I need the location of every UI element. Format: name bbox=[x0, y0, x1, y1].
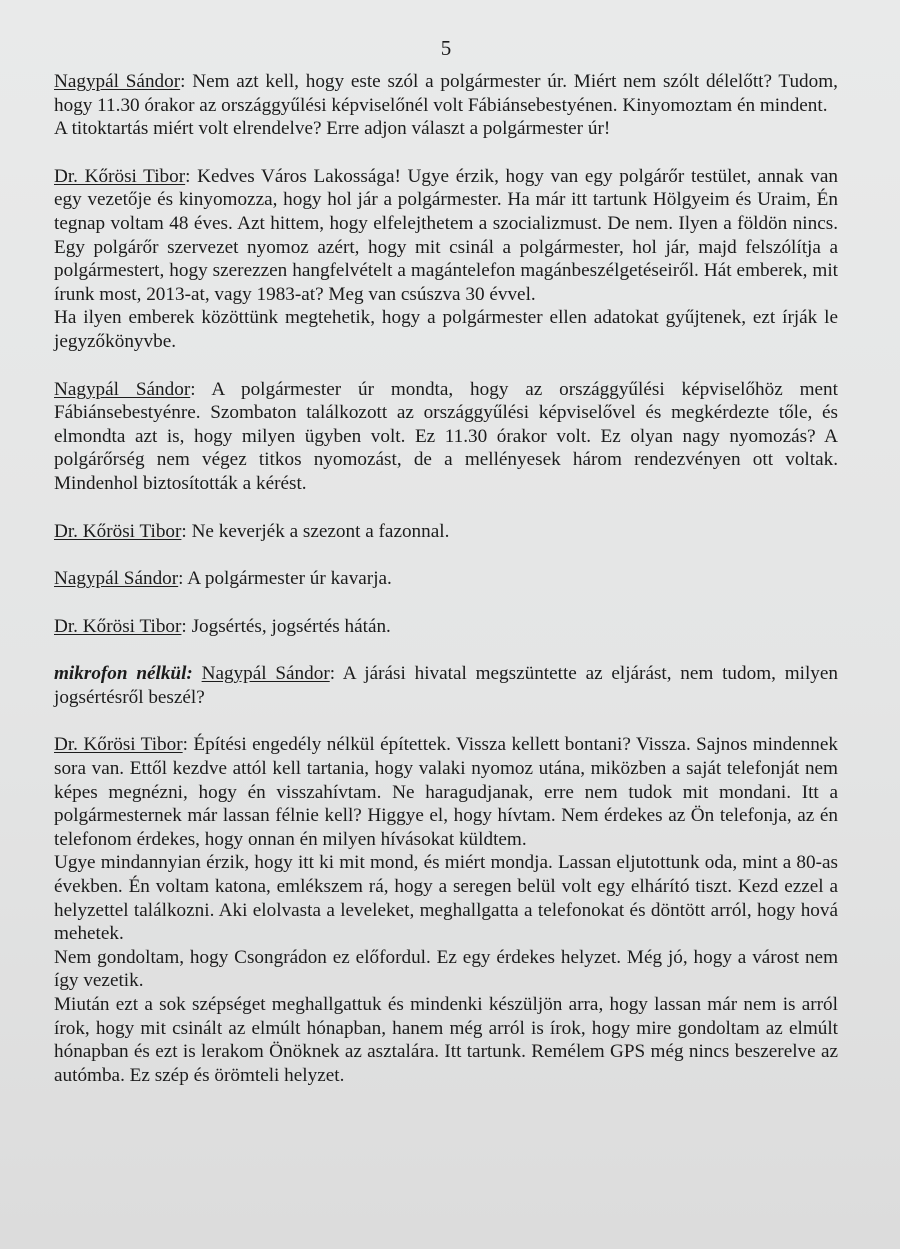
speech-paragraph bbox=[54, 851, 838, 945]
speech-text: Kedves Város Lakossága! Ugye érzik, hogy van egy polgárőr testület, annak van egy vezetője és kinyomozza, hogy hol jár a polgármester. Ha már itt tartunk Hölgyeim és Uraim, Én tegnap voltam 48 éves. Azt hittem, hogy elfelejthetem a szocializmust. De nem. Ilyen a földön nincs. Egy polgárőr szervezet nyomoz azért, hogy mit csinál a polgármester, hol jár, majd felszólítja a polgármestert, hogy szerezzen hangfelvételt a magántelefon magánbeszélgetéseiről. Hát emberek, mit írunk most, 2013-at, vagy 1983-at? Meg van csúszva 30 évvel. bbox=[54, 165, 838, 305]
speech-text: A titoktartás miért volt elrendelve? Erre adjon választ a polgármester úr! bbox=[54, 118, 611, 140]
speech-text: Ne keverjék a szezont a fazonnal. bbox=[191, 520, 450, 542]
transcript-entry bbox=[54, 567, 838, 591]
speaker-name: Dr. Kőrösi Tibor bbox=[54, 615, 182, 637]
speech-paragraph: Nagypál Sándor: A polgármester úr kavarja. bbox=[54, 568, 392, 590]
speech-paragraph bbox=[54, 117, 838, 141]
speech-paragraph: Nagypál Sándor: A polgármester úr mondta, hogy az országgyűlési képviselőhöz ment Fábiánsebestyénre. Szombaton találkozott az országgyűlési képviselővel és megkérdezte tőle, és elmondta azt is, hogy milyen ügyben volt. Ez 11.30 órakor volt. Ez olyan nagy nyomozás? A polgárőrség nem végez titkos nyomozást, de a mellényesek három rendezvényen ott voltak. Mindenhol biztosították a kérést. bbox=[54, 378, 838, 494]
speaker-name: Dr. Kőrösi Tibor bbox=[54, 734, 183, 756]
speech-paragraph bbox=[54, 946, 838, 993]
speech-text: Építési engedély nélkül építettek. Vissza kellett bontani? Vissza. Sajnos mindennek sora van. Ettől kezdve attól kell tartania, hogy valaki nyomoz utána, miközben a saját telefonját nem képes megnézni, hogy én visszahívtam. Ne haragudjanak, erre nem tudok mit mondani. Itt a polgármesternek már lassan félnie kell? Higgye el, hogy hívtam. Nem érdekes az Ön telefonja, az én telefonom érdekes, hogy onnan én milyen hívásokat küldtem. bbox=[54, 734, 838, 850]
speaker-name: Dr. Kőrösi Tibor bbox=[54, 165, 186, 187]
transcript-entry bbox=[54, 520, 838, 544]
speech-paragraph bbox=[54, 306, 838, 353]
transcript bbox=[54, 70, 838, 1087]
transcript-entry bbox=[54, 733, 838, 1087]
speech-text: A járási hivatal megszüntette az eljárást, nem tudom, milyen jogsértésről beszél? bbox=[54, 663, 838, 708]
speech-text: Jogsértés, jogsértés hátán. bbox=[191, 615, 391, 637]
speech-text: Ha ilyen emberek közöttünk megtehetik, hogy a polgármester ellen adatokat gyűjtenek, ezt írják le jegyzőkönyvbe. bbox=[54, 307, 838, 352]
speech-paragraph: Dr. Kőrösi Tibor: Ne keverjék a szezont a fazonnal. bbox=[54, 520, 450, 542]
speaker-name: Nagypál Sándor bbox=[54, 71, 181, 92]
transcript-entry bbox=[54, 70, 838, 141]
transcript-entry bbox=[54, 662, 838, 709]
speaker-name: Nagypál Sándor bbox=[201, 663, 330, 685]
page-number: 5 bbox=[440, 36, 452, 60]
speech-text: Nem gondoltam, hogy Csongrádon ez előfordul. Ez egy érdekes helyzet. Még jó, hogy a várost nem így vezetik. bbox=[54, 946, 838, 992]
speaker-name: Dr. Kőrösi Tibor bbox=[54, 520, 182, 542]
speech-paragraph bbox=[54, 993, 838, 1087]
speech-paragraph: mikrofon nélkül: Nagypál Sándor: A járási hivatal megszüntette az eljárást, nem tudom, milyen jogsértésről beszél? bbox=[54, 663, 838, 708]
transcript-entry bbox=[54, 615, 838, 639]
speech-paragraph: Dr. Kőrösi Tibor: Jogsértés, jogsértés hátán. bbox=[54, 615, 391, 637]
speech-text: A polgármester úr mondta, hogy az országgyűlési képviselőhöz ment Fábiánsebestyénre. Szombaton találkozott az országgyűlési képviselővel és megkérdezte tőle, és elmondta azt is, hogy milyen ügyben volt. Ez 11.30 órakor volt. Ez olyan nagy nyomozás? A polgárőrség nem végez titkos nyomozást, de a mellényesek három rendezvényen ott voltak. Mindenhol biztosították a kérést. bbox=[54, 378, 838, 494]
speech-paragraph: Dr. Kőrösi Tibor: Építési engedély nélkül építettek. Vissza kellett bontani? Vissza. Sajnos mindennek sora van. Ettől kezdve attól kell tartania, hogy valaki nyomoz utána, miközben a saját telefonját nem képes megnézni, hogy én visszahívtam. Ne haragudjanak, erre nem tudok mit mondani. Itt a polgármesternek már lassan félnie kell? Higgye el, hogy hívtam. Nem érdekes az Ön telefonja, az én telefonom érdekes, hogy onnan én milyen hívásokat küldtem. bbox=[54, 734, 838, 850]
speech-text: A polgármester úr kavarja. bbox=[187, 568, 392, 590]
transcript-entry bbox=[54, 378, 838, 496]
transcript-entry bbox=[54, 165, 838, 354]
speaker-name: Nagypál Sándor bbox=[54, 568, 179, 590]
speech-text: Nem azt kell, hogy este szól a polgármester úr. Miért nem szólt délelőtt? Tudom, hogy 11.30 órakor az országgyűlési képviselőnél volt Fábiánsebestyénen. Kinyomoztam én mindent. bbox=[54, 71, 838, 116]
speech-prefix: mikrofon nélkül: bbox=[54, 663, 193, 685]
speech-paragraph: Nagypál Sándor: Nem azt kell, hogy este szól a polgármester úr. Miért nem szólt délelőtt? Tudom, hogy 11.30 órakor az országgyűlési képviselőnél volt Fábiánsebestyénen. Kinyomoztam én mindent. bbox=[54, 71, 838, 116]
speech-paragraph: Dr. Kőrösi Tibor: Kedves Város Lakossága! Ugye érzik, hogy van egy polgárőr testület, annak van egy vezetője és kinyomozza, hogy hol jár a polgármester. Ha már itt tartunk Hölgyeim és Uraim, Én tegnap voltam 48 éves. Azt hittem, hogy elfelejthetem a szocializmust. De nem. Ilyen a földön nincs. Egy polgárőr szervezet nyomoz azért, hogy mit csinál a polgármester, hol jár, majd felszólítja a polgármestert, hogy szerezzen hangfelvételt a magántelefon magánbeszélgetéseiről. Hát emberek, mit írunk most, 2013-at, vagy 1983-at? Meg van csúszva 30 évvel. bbox=[54, 165, 838, 305]
speech-text: Miután ezt a sok szépséget meghallgattuk és mindenki készüljön arra, hogy lassan már nem is arról írok, hogy mit csinált az elmúlt hónapban, hanem még arról is írok, hogy mire gondoltam az elmúlt hónapban és ezt is lerakom Önöknek az asztalára. Itt tartunk. Remélem GPS még nincs beszerelve az autómba. Ez szép és örömteli helyzet. bbox=[54, 994, 838, 1086]
speaker-name: Nagypál Sándor bbox=[54, 378, 191, 400]
speech-text: Ugye mindannyian érzik, hogy itt ki mit mond, és miért mondja. Lassan eljutottunk oda, mint a 80-as években. Én voltam katona, emlékszem rá, hogy a seregen belül volt egy elhárító tiszt. Kezd ezzel a helyzettel találkozni. Aki elolvasta a leveleket, meghallgatta a telefonokat és döntött arról, hogy hová mehetek. bbox=[54, 852, 838, 945]
